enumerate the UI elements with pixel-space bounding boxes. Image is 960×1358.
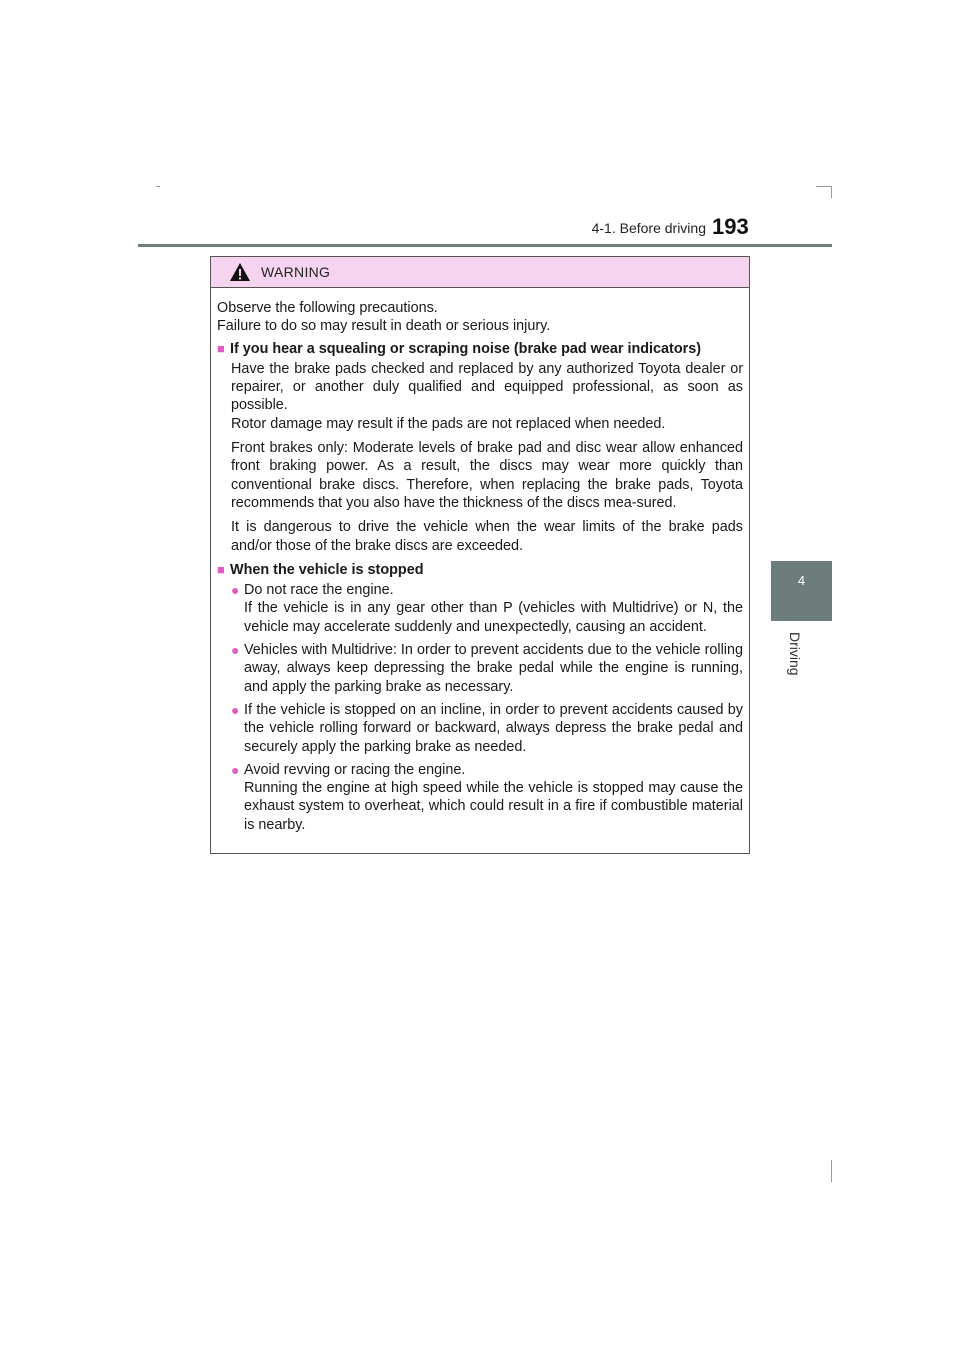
circle-bullet-icon: ●	[231, 761, 240, 778]
list-item: ● Vehicles with Multidrive: In order to prevent accidents due to the vehicle rolling away, always keep depressing the brake pedal while the engine is running, and apply the parking brake as necessary.	[231, 642, 743, 695]
crop-mark-top-right-v	[831, 186, 832, 198]
list-item: ● If the vehicle is stopped on an incline, in order to prevent accidents caused by the vehicle rolling forward or backward, always depress the brake pedal and securely apply the parking brake as needed.	[231, 701, 743, 755]
chapter-label: Driving	[787, 632, 803, 676]
square-bullet-icon: ■	[217, 340, 225, 356]
intro-line-2: Failure to do so may result in death or serious injury.	[217, 318, 551, 335]
front-brakes-paragraph: Front brakes only: Moderate levels of brake pad and disc wear allow enhanced front braking power. As a result, the discs may wear more quickly than conventional brake discs. Therefore, when replacing the brake pads, Toyota recommends that you also have the thickness of the discs mea-sured.	[231, 440, 743, 511]
section-title: 4-1. Before driving	[591, 220, 706, 236]
list-item: ● Do not race the engine. If the vehicle is in any gear other than P (vehicles with Multidrive) or N, the vehicle may accelerate suddenly and unexpectedly, causing an accident.	[231, 582, 743, 635]
crop-mark-bottom-right	[831, 1160, 832, 1182]
intro-line-1: Observe the following precautions.	[217, 300, 438, 316]
circle-bullet-icon: ●	[231, 642, 240, 659]
warning-header	[211, 257, 749, 288]
warning-body	[211, 288, 749, 834]
list-item: ● Avoid revving or racing the engine. Running the engine at high speed while the vehicle is stopped may cause the exhaust system to overheat, which could result in a fire if combustible material is nearby.	[231, 761, 743, 833]
warning-box	[210, 256, 750, 854]
brake-pad-paragraph: Have the brake pads checked and replaced by any authorized Toyota dealer or repairer, or another duly qualified and equipped professional, as soon as possible.	[231, 360, 743, 414]
square-bullet-icon: ■	[217, 561, 225, 577]
chapter-tab[interactable]	[771, 561, 832, 621]
crop-mark-top-left	[156, 186, 160, 187]
chapter-number: 4	[797, 573, 806, 588]
rotor-damage-paragraph: Rotor damage may result if the pads are not replaced when needed.	[231, 415, 666, 432]
wear-limits-paragraph: It is dangerous to drive the vehicle when the wear limits of the brake pads and/or those of the brake discs are exceeded.	[231, 519, 743, 554]
warning-triangle-icon	[229, 262, 251, 282]
section-heading-vehicle-stopped: ■ When the vehicle is stopped	[217, 561, 424, 578]
header-rule	[138, 244, 832, 247]
section-heading-brake-noise: ■ If you hear a squealing or scraping noise (brake pad wear indicators)	[217, 340, 702, 357]
warning-title: WARNING	[261, 264, 331, 280]
page-number: 193	[712, 214, 749, 239]
circle-bullet-icon: ●	[231, 582, 240, 599]
circle-bullet-icon: ●	[231, 701, 240, 718]
crop-mark-top-right-h	[816, 186, 832, 187]
